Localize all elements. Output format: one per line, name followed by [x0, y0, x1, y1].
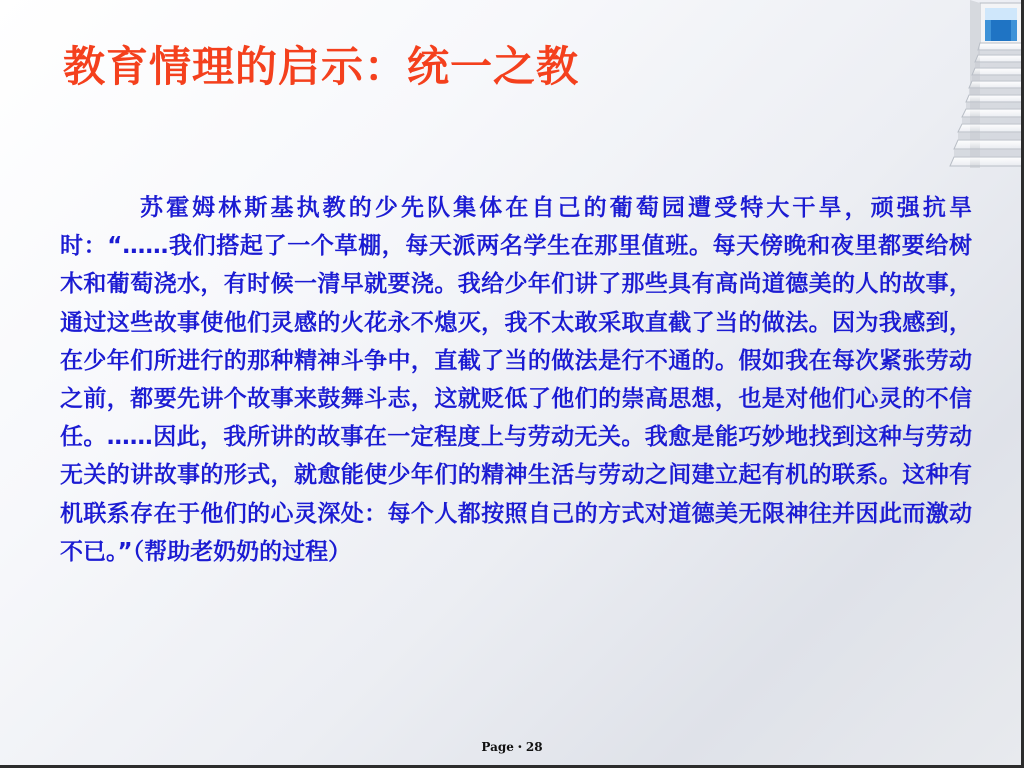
slide-title: 教育情理的启示：统一之教 [63, 42, 580, 91]
stairs-icon [894, 0, 1024, 168]
page-number: Page・28 [481, 740, 543, 754]
body-text: 苏霍姆林斯基执教的少先队集体在自己的葡萄园遭受特大干旱，顽强抗旱时：“……我们搭起了一个草棚，每天派两名学生在那里值班。每天傍晚和夜里都要给树木和葡萄浇水，有时候一清早就要浇。我给少年们讲了那些具有高尚道德美的人的故事，通过这些故事使他们灵感的火花永不熄灭，我不太敢采取直截了当的做法。因为我感到，在少年们所进行的那种精神斗争中，直截了当的做法是行不通的。假如我在每次紧张劳动之前，都要先讲个故事来鼓舞斗志，这就贬低了他们的崇高思想，也是对他们心灵的不信任。……因此，我所讲的故事在一定程度上与劳动无关。我愈是能巧妙地找到这种与劳动无关的讲故事的形式，就愈能使少年们的精神生活与劳动之间建立起有机的联系。这种有机联系存在于他们的心灵深处：每个人都按照自己的方式对道德美无限神往并因此而激动不已。”（帮助老奶奶的过程） [60, 195, 972, 565]
